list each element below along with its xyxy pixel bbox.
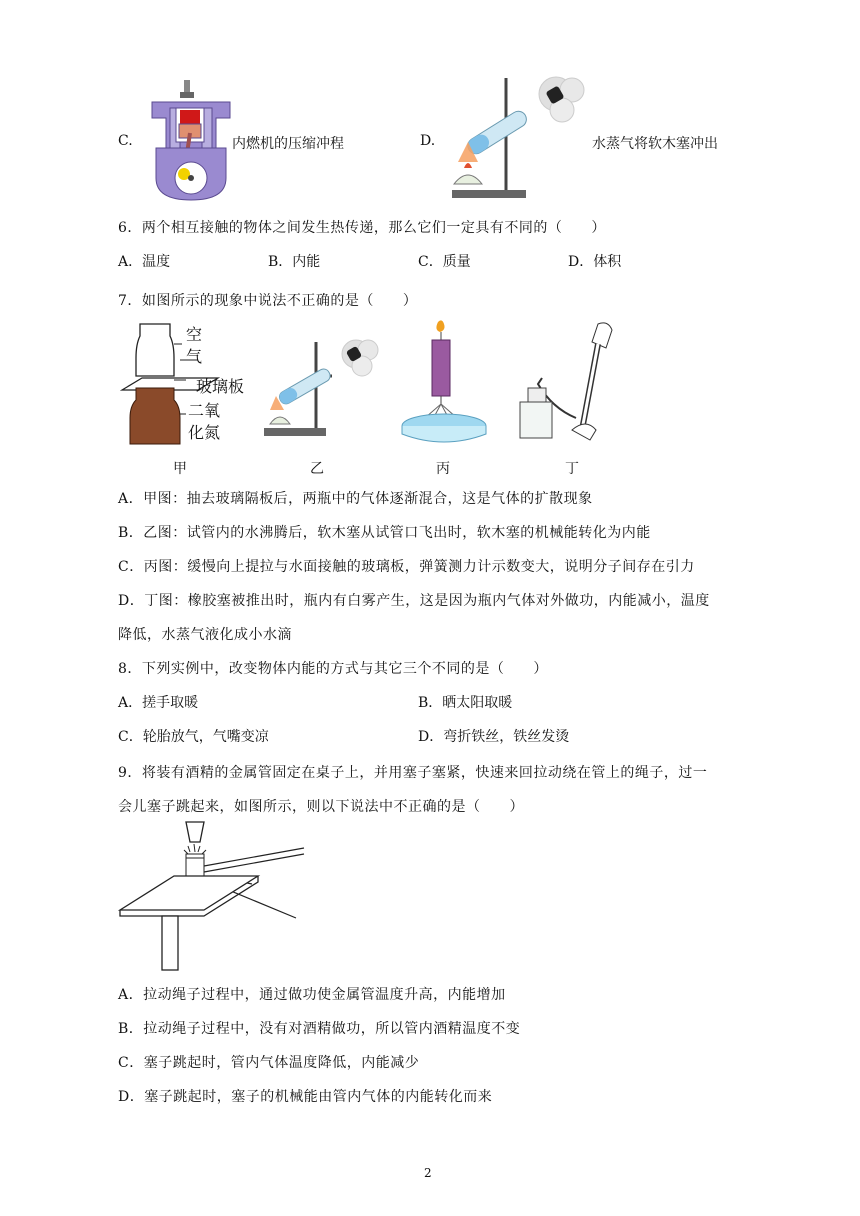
q7-option-c: C．丙图：缓慢向上提拉与水面接触的玻璃板，弹簧测力计示数变大，说明分子间存在引力 bbox=[118, 559, 695, 575]
option-letter-c: C. bbox=[118, 133, 133, 149]
question-7-stem: 7．如图所示的现象中说法不正确的是（ ） bbox=[118, 293, 418, 309]
question-9-stem-line2: 会儿塞子跳起来，如图所示，则以下说法中不正确的是（ ） bbox=[118, 799, 524, 815]
q6-option-b: B．内能 bbox=[268, 254, 321, 270]
q8-option-c: C．轮胎放气，气嘴变凉 bbox=[118, 729, 269, 745]
label-qi: 气 bbox=[186, 347, 203, 366]
spring-scale-water-figure bbox=[398, 318, 502, 448]
bottle-pump-figure bbox=[512, 318, 624, 448]
caption-jia: 甲 bbox=[173, 461, 187, 477]
alcohol-tube-rope-figure bbox=[118, 818, 310, 972]
test-tube-cork-figure bbox=[262, 336, 382, 440]
q8-option-a: A．搓手取暖 bbox=[118, 695, 199, 711]
question-9-stem-line1: 9．将装有酒精的金属管固定在桌子上，并用塞子塞紧，快速来回拉动绕在管上的绳子，过一 bbox=[118, 765, 708, 781]
label-er-yang: 二氧 bbox=[188, 401, 221, 420]
q8-option-d: D．弯折铁丝，铁丝发烫 bbox=[418, 729, 570, 745]
q7-option-d: D．丁图：橡胶塞被推出时，瓶内有白雾产生，这是因为瓶内气体对外做功，内能减小，温度 bbox=[118, 593, 710, 609]
q9-option-c: C．塞子跳起时，管内气体温度降低，内能减少 bbox=[118, 1055, 420, 1071]
label-boliban: 玻璃板 bbox=[196, 377, 245, 396]
question-8-stem: 8．下列实例中，改变物体内能的方式与其它三个不同的是（ ） bbox=[118, 661, 548, 677]
question-6-stem: 6．两个相互接触的物体之间发生热传递，那么它们一定具有不同的（ ） bbox=[118, 220, 606, 236]
caption-bing: 丙 bbox=[436, 461, 450, 477]
q7-option-b: B．乙图：试管内的水沸腾后，软木塞从试管口飞出时，软木塞的机械能转化为内能 bbox=[118, 525, 651, 541]
q6-option-a: A．温度 bbox=[118, 254, 171, 270]
q8-option-b: B．晒太阳取暖 bbox=[418, 695, 513, 711]
q7-option-a: A．甲图：抽去玻璃隔板后，两瓶中的气体逐渐混合，这是气体的扩散现象 bbox=[118, 491, 593, 507]
q9-option-d: D．塞子跳起时，塞子的机械能由管内气体的内能转化而来 bbox=[118, 1089, 493, 1105]
page-number: 2 bbox=[424, 1166, 432, 1180]
steam-cork-figure bbox=[446, 72, 588, 204]
q6-option-c: C．质量 bbox=[418, 254, 471, 270]
label-hua-dan: 化氮 bbox=[188, 423, 221, 442]
engine-compression-figure bbox=[146, 78, 236, 202]
q9-option-b: B．拉动绳子过程中，没有对酒精做功，所以管内酒精温度不变 bbox=[118, 1021, 521, 1037]
option-d-text: 水蒸气将软木塞冲出 bbox=[592, 136, 718, 152]
q7-option-d-cont: 降低，水蒸气液化成小水滴 bbox=[118, 627, 292, 643]
q9-option-a: A．拉动绳子过程中，通过做功使金属管温度升高，内能增加 bbox=[118, 987, 506, 1003]
label-kong: 空 bbox=[186, 325, 203, 344]
caption-yi: 乙 bbox=[310, 461, 324, 477]
caption-ding: 丁 bbox=[565, 461, 579, 477]
option-letter-d: D. bbox=[420, 133, 436, 149]
option-c-text: 内燃机的压缩冲程 bbox=[232, 136, 344, 152]
q6-option-d: D．体积 bbox=[568, 254, 622, 270]
